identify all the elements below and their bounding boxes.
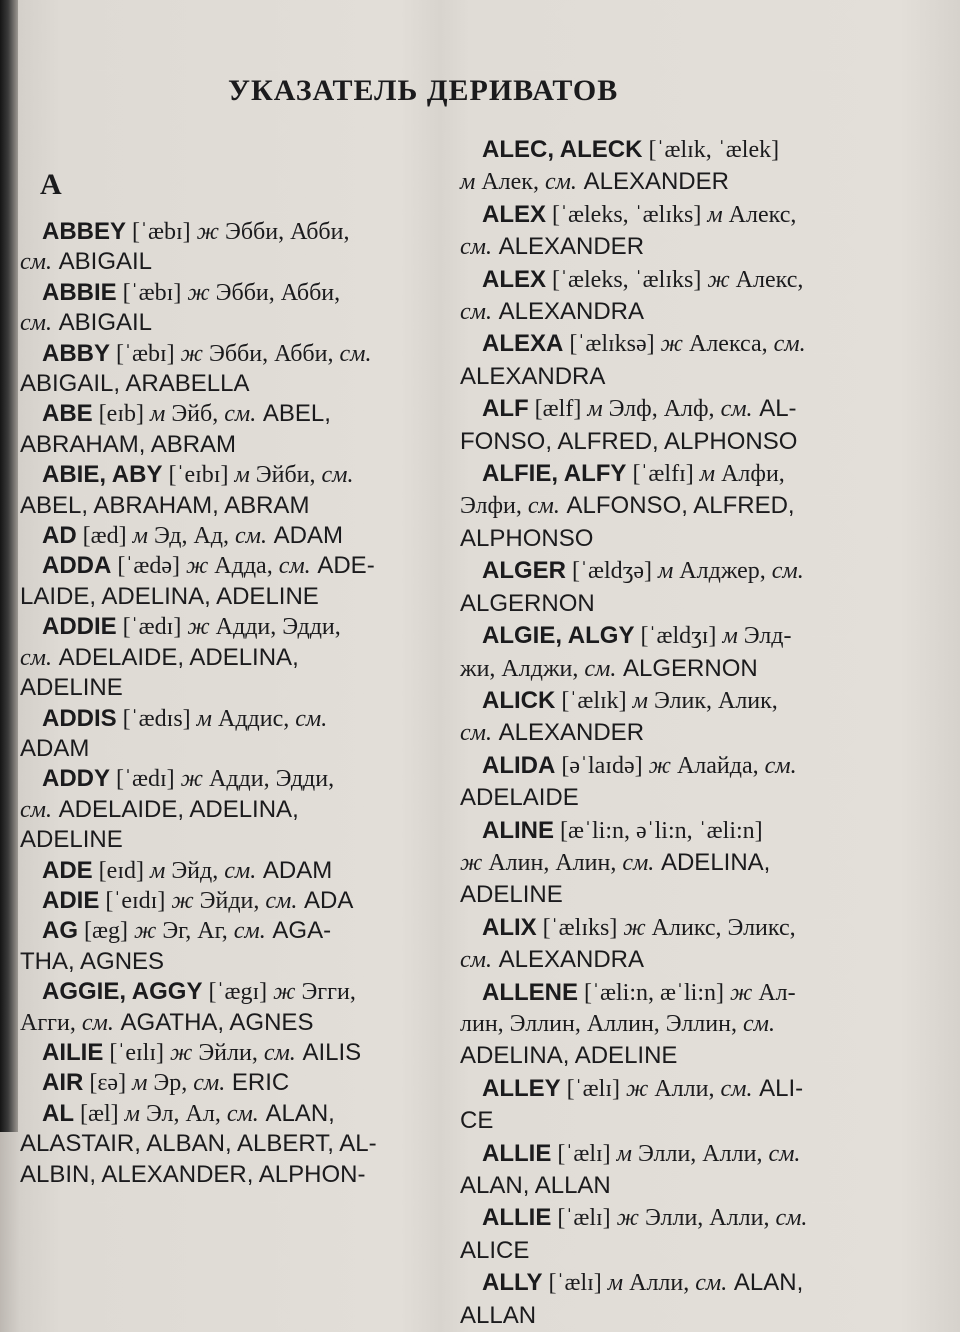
right-line [460, 231, 880, 263]
cross-reference: ADELAIDE, ADELINA, [51, 643, 299, 671]
gender-mark: м [460, 169, 476, 196]
right-line [460, 490, 880, 522]
transcription: [æg] [78, 918, 134, 945]
gender-mark: ж [171, 887, 194, 914]
see-also-mark: см. [720, 1075, 753, 1102]
left-line [20, 673, 420, 703]
right-line [460, 296, 880, 328]
cross-reference: AGA- [265, 917, 332, 945]
headword: ADDY [42, 765, 111, 793]
cross-reference: ABIGAIL [51, 248, 153, 276]
transcription: [ˈæbɪ] [126, 219, 197, 245]
transcription: [ˈeɪlɪ] [103, 1039, 170, 1066]
cross-reference: ALBIN, ALEXANDER, ALPHON- [20, 1160, 366, 1188]
left-line [20, 582, 420, 612]
see-also-mark: см. [622, 849, 655, 876]
right-line [460, 264, 880, 296]
headword: ABBY [42, 339, 111, 367]
transcription: [ˈælɪ] [551, 1205, 617, 1232]
transcription: [əˈlaɪdə] [555, 752, 649, 779]
see-also-mark: см. [20, 310, 52, 337]
transcription: [ˈæbɪ] [110, 340, 181, 367]
transcription: [ˈædɪ] [116, 614, 188, 641]
right-line [460, 328, 880, 360]
left-line [20, 339, 420, 369]
gender-mark: м [587, 396, 603, 423]
headword: ALGIE, ALGY [482, 622, 635, 650]
gender-mark: ж [134, 918, 157, 945]
headword: ADDA [42, 552, 112, 580]
left-line [20, 1068, 420, 1098]
transcription: [ˈæli:n, æˈli:n] [578, 979, 730, 1006]
right-line [460, 782, 880, 814]
cross-reference: ALLAN [460, 1301, 537, 1329]
gender-mark: ж [707, 266, 730, 293]
transcription: [ˈældʒə] [566, 558, 658, 585]
translation: Элд- [737, 623, 792, 650]
see-also-mark: см. [20, 249, 52, 276]
book-spine-shadow [0, 0, 18, 1132]
see-also-mark: см. [278, 553, 311, 580]
translation: Адда, [208, 553, 279, 580]
headword: ALEX [482, 200, 547, 228]
gender-mark: м [616, 1140, 632, 1167]
right-line [460, 912, 880, 944]
left-line [20, 217, 420, 247]
see-also-mark: см. [265, 887, 298, 914]
cross-reference: ALAN, [727, 1269, 804, 1297]
left-line [20, 977, 420, 1007]
cross-reference: ABIGAIL, ARABELLA [20, 370, 250, 398]
left-line [20, 947, 420, 977]
headword: ALLENE [482, 978, 578, 1006]
headword: ABE [42, 400, 93, 428]
see-also-mark: см. [233, 918, 266, 945]
right-line [460, 1300, 880, 1332]
right-line [460, 750, 880, 782]
transcription: [ˈælfɪ] [626, 461, 700, 488]
translation: Аддис, [212, 705, 296, 732]
right-line [460, 1009, 880, 1040]
left-line [20, 1160, 420, 1190]
gender-mark: м [632, 687, 648, 714]
translation: Эйд, [165, 857, 225, 884]
translation: Адди, Эдди, [203, 766, 335, 793]
right-line [460, 620, 880, 652]
see-also-mark: см. [81, 1009, 114, 1036]
cross-reference: ADELINA, [654, 848, 771, 876]
see-also-mark: см. [775, 1205, 808, 1232]
right-line [460, 1235, 880, 1267]
see-also-mark: см. [742, 1010, 775, 1037]
headword: ADDIS [42, 704, 117, 732]
headword: ADE [42, 856, 93, 884]
gender-mark: м [149, 401, 166, 428]
translation: Алли, [648, 1075, 721, 1102]
see-also-mark: см. [764, 752, 797, 779]
translation: Аликс, Эликс, [645, 914, 796, 941]
see-also-mark: см. [460, 234, 492, 261]
headword: ALLIE [482, 1204, 552, 1232]
see-also-mark: см. [224, 857, 257, 884]
page-title: УКАЗАТЕЛЬ ДЕРИВАТОВ [228, 74, 619, 107]
headword: AIR [42, 1069, 84, 1097]
gender-mark: ж [187, 279, 210, 306]
transcription: [ɛə] [83, 1070, 133, 1097]
cross-reference: ALEXANDER [576, 168, 729, 196]
left-column [20, 217, 420, 1190]
gender-mark: м [657, 558, 674, 585]
transcription: [ˈædɪs] [116, 705, 197, 732]
transcription: [ˈældʒɪ] [634, 623, 723, 650]
gender-mark: ж [273, 979, 296, 1006]
see-also-mark: см. [224, 401, 257, 428]
translation: Адди, Эдди, [209, 614, 341, 641]
left-line [20, 491, 420, 521]
headword: AD [42, 522, 77, 550]
translation: Эйди, [193, 887, 266, 914]
headword: ALEXA [482, 330, 564, 358]
gender-mark: м [132, 1070, 148, 1097]
left-line [20, 1038, 420, 1068]
cross-reference: ALAN, [258, 1099, 335, 1127]
right-line [460, 588, 880, 620]
headword: ALF [482, 395, 529, 423]
translation: Элфи, [460, 493, 528, 520]
see-also-mark: см. [20, 644, 52, 671]
translation: Эгги, [295, 979, 356, 1006]
gender-mark: м [132, 523, 148, 550]
cross-reference: AL- [752, 395, 797, 423]
left-line [20, 856, 420, 886]
transcription: [ˈælɪksə] [563, 331, 661, 358]
headword: ALEX [482, 265, 547, 293]
translation: Эр, [147, 1070, 194, 1097]
translation: Алекс, [722, 201, 797, 228]
cross-reference: ABEL, ABRAHAM, ABRAM [20, 491, 310, 519]
headword: ALGER [482, 557, 566, 585]
gender-mark: м [234, 462, 250, 489]
translation: Элли, Алли, [631, 1140, 769, 1167]
right-line [460, 199, 880, 231]
translation: Эйб, [165, 401, 225, 428]
gender-mark: ж [623, 914, 646, 941]
transcription: [æl] [74, 1100, 125, 1127]
left-line [20, 369, 420, 399]
left-line [20, 1099, 420, 1129]
gender-mark: ж [180, 766, 203, 793]
right-line [460, 523, 880, 555]
left-line [20, 734, 420, 764]
headword: ALIX [482, 913, 537, 941]
cross-reference: ADA [297, 886, 354, 914]
translation: Алин, Алин, [482, 849, 623, 876]
see-also-mark: см. [263, 1039, 296, 1066]
right-line [460, 555, 880, 587]
translation: Алайда, [670, 752, 765, 779]
right-line [460, 393, 880, 425]
see-also-mark: см. [773, 331, 806, 358]
left-line [20, 886, 420, 916]
left-line [20, 612, 420, 642]
headword: ALEC, ALECK [482, 136, 643, 163]
right-line [460, 166, 880, 198]
cross-reference: ADELAIDE [460, 784, 579, 812]
gender-mark: ж [187, 614, 210, 641]
see-also-mark: см. [295, 705, 328, 732]
right-line [460, 458, 880, 490]
see-also-mark: см. [460, 720, 492, 747]
headword: AILIE [42, 1038, 104, 1066]
left-line [20, 430, 420, 460]
translation: Агги, [20, 1009, 82, 1036]
left-line [20, 764, 420, 794]
transcription: [ˈælɪ] [560, 1075, 626, 1102]
left-line [20, 551, 420, 581]
cross-reference: THA, AGNES [20, 947, 165, 975]
headword: ALLEY [482, 1074, 561, 1102]
cross-reference: ALASTAIR, ALBAN, ALBERT, AL- [20, 1130, 377, 1158]
transcription: [ˈædɪ] [110, 766, 181, 793]
gender-mark: м [149, 857, 166, 884]
see-also-mark: см. [768, 1140, 801, 1167]
cross-reference: ABEL, [256, 400, 331, 428]
right-line [460, 134, 880, 166]
translation: Эд, Ад, [148, 523, 235, 550]
cross-reference: ALEXANDRA [491, 946, 645, 974]
see-also-mark: см. [460, 947, 492, 974]
right-line [460, 426, 880, 458]
translation: Эйби, [249, 462, 322, 489]
translation: Алекс, [729, 266, 804, 293]
cross-reference: ADAM [20, 734, 90, 762]
right-line [460, 361, 880, 393]
transcription: [ˈægɪ] [202, 979, 274, 1006]
translation: Алджер, [673, 558, 772, 585]
cross-reference: ABIGAIL [51, 309, 153, 337]
headword: ADDIE [42, 613, 117, 641]
translation: Ал- [752, 979, 796, 1006]
left-line [20, 704, 420, 734]
gender-mark: ж [460, 849, 483, 876]
right-line [460, 653, 880, 685]
headword: ABBIE [42, 278, 117, 306]
translation: Эбби, Абби, [209, 279, 341, 306]
right-line [460, 1073, 880, 1105]
transcription: [ˈælɪ] [542, 1270, 608, 1297]
cross-reference: ADELINE [20, 826, 123, 854]
left-line [20, 916, 420, 946]
cross-reference: ALGERNON [616, 654, 758, 682]
right-line [460, 977, 880, 1009]
cross-reference: ALGERNON [460, 589, 595, 617]
headword: ALLY [482, 1269, 543, 1297]
translation: Эбби, Абби, [203, 340, 340, 367]
cross-reference: ALEXANDER [491, 719, 645, 747]
see-also-mark: см. [695, 1270, 728, 1297]
cross-reference: ALPHONSO [460, 524, 594, 552]
transcription: [ˈæleks, ˈælɪks] [546, 266, 708, 293]
gender-mark: ж [660, 331, 683, 358]
right-line [460, 1267, 880, 1299]
cross-reference: ERIC [225, 1069, 290, 1097]
translation: жи, Алджи, [460, 655, 585, 682]
gender-mark: м [722, 623, 738, 650]
cross-reference: FONSO, ALFRED, ALPHONSO [460, 427, 798, 455]
see-also-mark: см. [527, 493, 560, 520]
left-line [20, 795, 420, 825]
see-also-mark: см. [321, 462, 354, 489]
see-also-mark: см. [720, 396, 753, 423]
right-line [460, 879, 880, 911]
transcription: [eɪd] [92, 857, 150, 884]
cross-reference: ADAM [256, 856, 333, 884]
transcription: [ˈælɪk, ˈælek] [642, 137, 780, 163]
headword: ALICK [482, 686, 556, 714]
left-line [20, 521, 420, 551]
cross-reference: ALEXANDRA [491, 298, 645, 326]
see-also-mark: см. [193, 1070, 226, 1097]
see-also-mark: см. [226, 1100, 259, 1127]
transcription: [ˈæleks, ˈælɪks] [546, 201, 708, 228]
right-line [460, 1040, 880, 1072]
right-column [460, 134, 880, 1332]
cross-reference: LAIDE, ADELINA, ADELINE [20, 582, 319, 610]
translation: Эйли, [192, 1039, 264, 1066]
translation: Алфи, [715, 461, 785, 488]
cross-reference: ADELINE [20, 674, 123, 702]
right-line [460, 1138, 880, 1170]
see-also-mark: см. [584, 655, 617, 682]
gender-mark: м [607, 1270, 624, 1297]
headword: ADIE [42, 886, 100, 914]
translation: Элик, Алик, [647, 687, 778, 714]
gender-mark: м [124, 1100, 140, 1127]
translation: Эбби, Абби, [219, 219, 350, 245]
cross-reference: ALAN, ALLAN [460, 1172, 611, 1199]
transcription: [ˈeɪdɪ] [99, 887, 172, 914]
cross-reference: ALEXANDRA [460, 362, 606, 390]
gender-mark: ж [626, 1075, 649, 1102]
cross-reference: ADELAIDE, ADELINA, [51, 795, 299, 823]
left-line [20, 247, 420, 277]
transcription: [ˈædə] [111, 553, 186, 580]
cross-reference: CE [460, 1107, 494, 1135]
cross-reference: ADE- [310, 552, 375, 580]
translation: лин, Эллин, Аллин, Эллин, [460, 1010, 743, 1037]
cross-reference: ADAM [266, 522, 343, 550]
left-line [20, 643, 420, 673]
cross-reference: ALEXANDER [491, 233, 645, 261]
gender-mark: м [699, 461, 716, 488]
translation: Эг, Аг, [156, 918, 234, 945]
headword: ALINE [482, 816, 554, 844]
gender-mark: ж [169, 1039, 193, 1066]
gender-mark: ж [730, 979, 753, 1006]
gender-mark: ж [196, 219, 219, 245]
left-line [20, 825, 420, 855]
right-line [460, 1170, 880, 1202]
see-also-mark: см. [460, 299, 492, 326]
transcription: [ˈeɪbɪ] [162, 462, 235, 489]
cross-reference: AILIS [295, 1038, 362, 1066]
gender-mark: м [707, 201, 723, 228]
translation: Алли, [623, 1270, 696, 1297]
gender-mark: ж [180, 340, 203, 367]
transcription: [ˈælɪk] [555, 687, 633, 714]
headword: ABIE, ABY [42, 461, 163, 489]
right-line [460, 847, 880, 879]
translation: Алек, [475, 169, 545, 196]
cross-reference: ADELINA, ADELINE [460, 1042, 678, 1070]
gender-mark: ж [185, 553, 209, 580]
see-also-mark: см. [235, 523, 267, 550]
translation: Элф, Алф, [602, 396, 721, 423]
right-line [460, 1202, 880, 1234]
see-also-mark: см. [544, 169, 577, 196]
see-also-mark: см. [771, 558, 804, 585]
headword: AGGIE, AGGY [42, 978, 203, 1006]
section-letter: А [40, 168, 62, 201]
left-line [20, 460, 420, 490]
headword: ALFIE, ALFY [482, 460, 627, 488]
left-line [20, 399, 420, 429]
left-line [20, 308, 420, 338]
cross-reference: ALFONSO, ALFRED, [559, 492, 795, 520]
transcription: [ˈælɪks] [536, 914, 624, 941]
headword: ALLIE [482, 1139, 552, 1167]
left-line [20, 1129, 420, 1159]
headword: ABBEY [42, 218, 127, 245]
transcription: [æˈli:n, əˈli:n, ˈæli:n] [554, 817, 763, 844]
left-line [20, 1008, 420, 1038]
right-line [460, 717, 880, 749]
cross-reference: AGATHA, AGNES [113, 1008, 314, 1036]
transcription: [eɪb] [92, 401, 150, 428]
right-line [460, 815, 880, 847]
right-line [460, 1105, 880, 1137]
gender-mark: ж [648, 752, 671, 779]
gender-mark: ж [616, 1205, 639, 1232]
see-also-mark: см. [339, 340, 372, 367]
translation: Алекса, [682, 331, 774, 358]
transcription: [ˈæbɪ] [116, 279, 188, 306]
see-also-mark: см. [20, 796, 52, 823]
cross-reference: ADELINE [460, 881, 563, 909]
left-line [20, 278, 420, 308]
transcription: [ælf] [528, 396, 588, 423]
translation: Элли, Алли, [638, 1205, 776, 1232]
transcription: [ˈælɪ] [551, 1140, 617, 1167]
gender-mark: м [196, 705, 212, 732]
translation: Эл, Ал, [140, 1100, 227, 1127]
cross-reference: ALICE [460, 1236, 530, 1264]
headword: AG [42, 917, 78, 945]
headword: ALIDA [482, 751, 556, 779]
right-line [460, 685, 880, 717]
transcription: [æd] [76, 523, 133, 550]
right-line [460, 944, 880, 976]
headword: AL [42, 1099, 74, 1127]
cross-reference: ABRAHAM, ABRAM [20, 430, 237, 458]
cross-reference: ALI- [752, 1074, 804, 1102]
